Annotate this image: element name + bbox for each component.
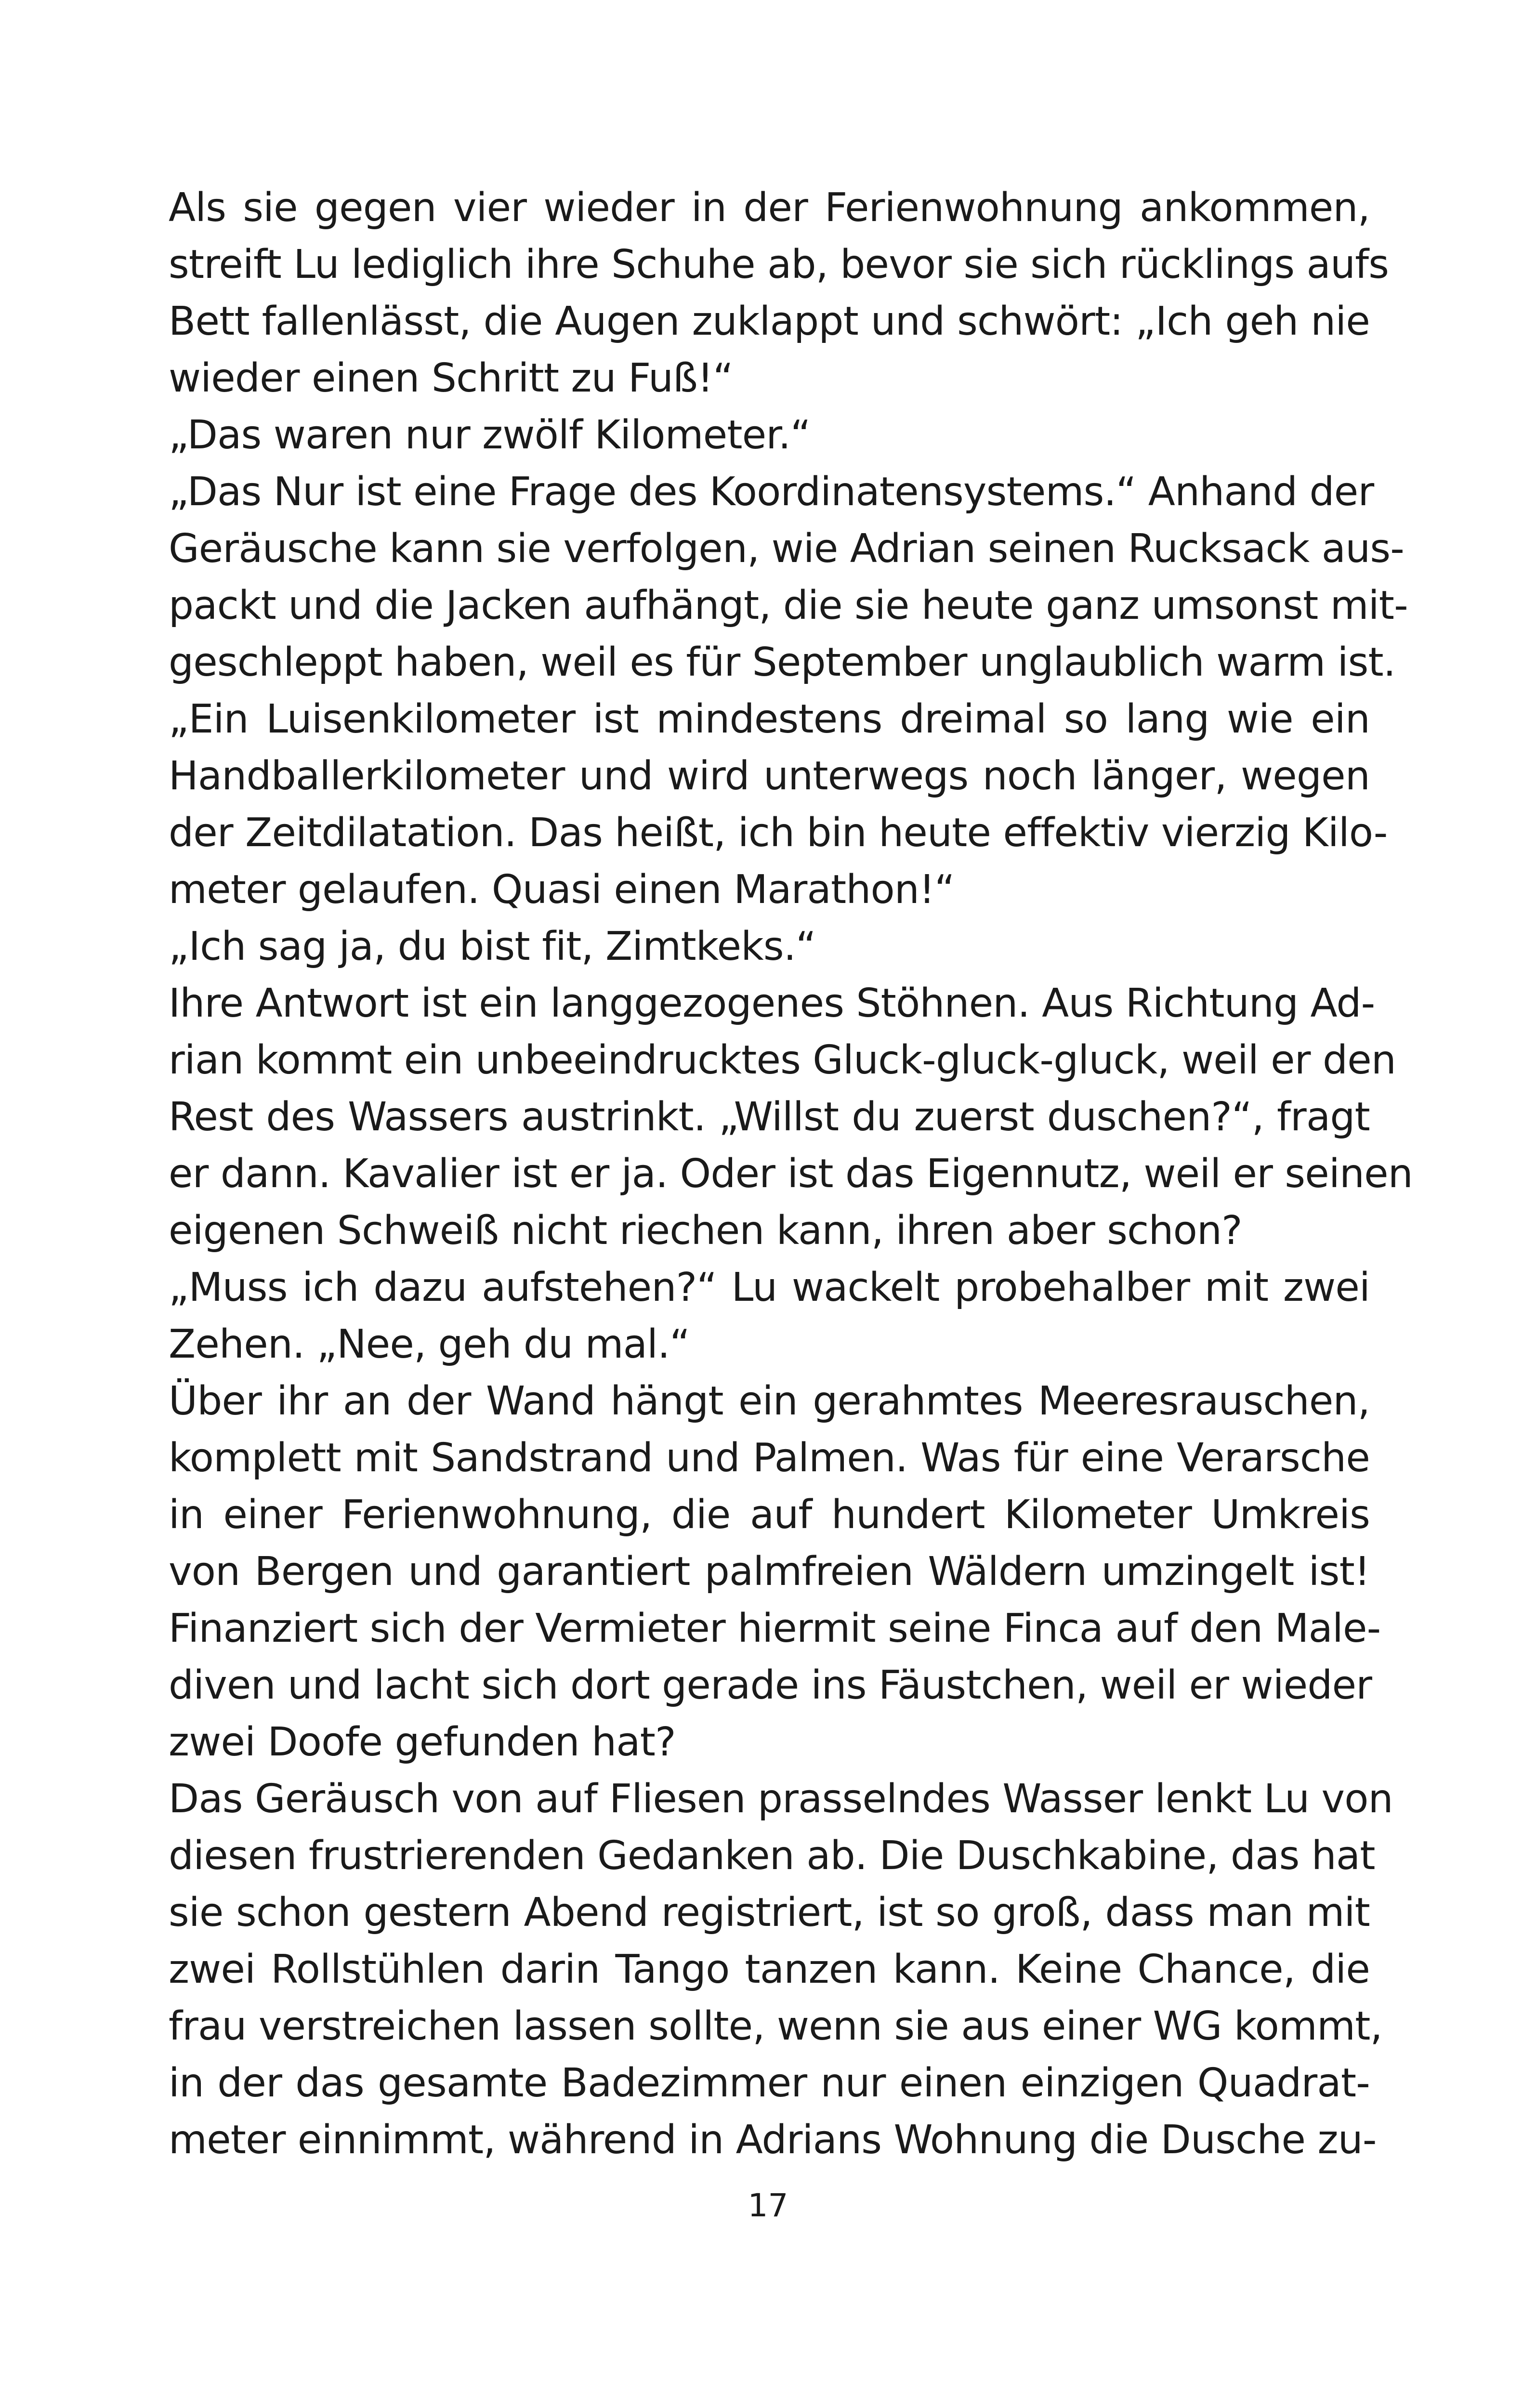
text-line: zwei Doofe gefunden hat? [169,1719,676,1765]
text-line: packt und die Jacken aufhängt, die sie heute ganz umsonst mit- [169,583,1408,628]
text-line: „Ich sag ja, du bist fit, Zimtkeks.“ [169,924,816,969]
page-number: 17 [748,2187,788,2224]
text-line: Geräusche kann sie verfolgen, wie Adrian seinen Rucksack aus- [169,526,1405,572]
text-line: in der das gesamte Badezimmer nur einen einzigen Quadrat- [169,2060,1370,2106]
text-line: meter gelaufen. Quasi einen Marathon!“ [169,867,955,913]
text-line: „Das waren nur zwölf Kilometer.“ [169,412,811,458]
text-line: streift Lu lediglich ihre Schuhe ab, bevor sie sich rücklings aufs [169,242,1389,288]
text-line: Zehen. „Nee, geh du mal.“ [169,1322,690,1367]
text-line: sie schon gestern Abend registriert, ist so groß, dass man mit [169,1890,1370,1936]
text-line: der Zeitdilatation. Das heißt, ich bin heute effektiv vierzig Kilo- [169,810,1388,856]
text-line: Als sie gegen vier wieder in der Ferienwohnung ankommen, [169,185,1370,231]
text-line: meter einnimmt, während in Adrians Wohnung die Dusche zu- [169,2117,1377,2163]
text-line: diven und lacht sich dort gerade ins Fäustchen, weil er wieder [169,1662,1372,1708]
text-line: Über ihr an der Wand hängt ein gerahmtes Meeresrauschen, [169,1378,1370,1424]
text-line: Rest des Wassers austrinkt. „Willst du zuerst duschen?“, fragt [169,1094,1370,1140]
text-line: frau verstreichen lassen sollte, wenn sie aus einer WG kommt, [169,2003,1382,2049]
body-text [169,180,1413,2169]
text-line: er dann. Kavalier ist er ja. Oder ist das Eigennutz, weil er seinen [169,1151,1413,1197]
text-line: Ihre Antwort ist ein langgezogenes Stöhnen. Aus Richtung Ad- [169,981,1375,1026]
text-line: Handballerkilometer und wird unterwegs noch länger, wegen [169,753,1370,799]
text-line: geschleppt haben, weil es für September unglaublich warm ist. [169,640,1396,685]
text-line: in einer Ferienwohnung, die auf hundert Kilometer Umkreis [169,1492,1370,1538]
text-line: diesen frustrierenden Gedanken ab. Die Duschkabine, das hat [169,1833,1375,1879]
text-line: Finanziert sich der Vermieter hiermit seine Finca auf den Male- [169,1606,1381,1651]
text-line: „Das Nur ist eine Frage des Koordinatensystems.“ Anhand der [169,469,1374,515]
text-line: wieder einen Schritt zu Fuß!“ [169,355,733,401]
text-line: „Muss ich dazu aufstehen?“ Lu wackelt probehalber mit zwei [169,1265,1370,1310]
text-line: rian kommt ein unbeeindrucktes Gluck-gluck-gluck, weil er den [169,1037,1396,1083]
text-line: komplett mit Sandstrand und Palmen. Was für eine Verarsche [169,1435,1370,1481]
text-line: von Bergen und garantiert palmfreien Wäldern umzingelt ist! [169,1549,1370,1595]
text-line: eigenen Schweiß nicht riechen kann, ihren aber schon? [169,1208,1242,1254]
text-line: „Ein Luisenkilometer ist mindestens dreimal so lang wie ein [169,696,1370,742]
text-line: Bett fallenlässt, die Augen zuklappt und schwört: „Ich geh nie [169,299,1370,344]
text-line: Das Geräusch von auf Fliesen prasselndes Wasser lenkt Lu von [169,1776,1393,1822]
text-line: zwei Rollstühlen darin Tango tanzen kann. Keine Chance, die [169,1947,1370,1992]
